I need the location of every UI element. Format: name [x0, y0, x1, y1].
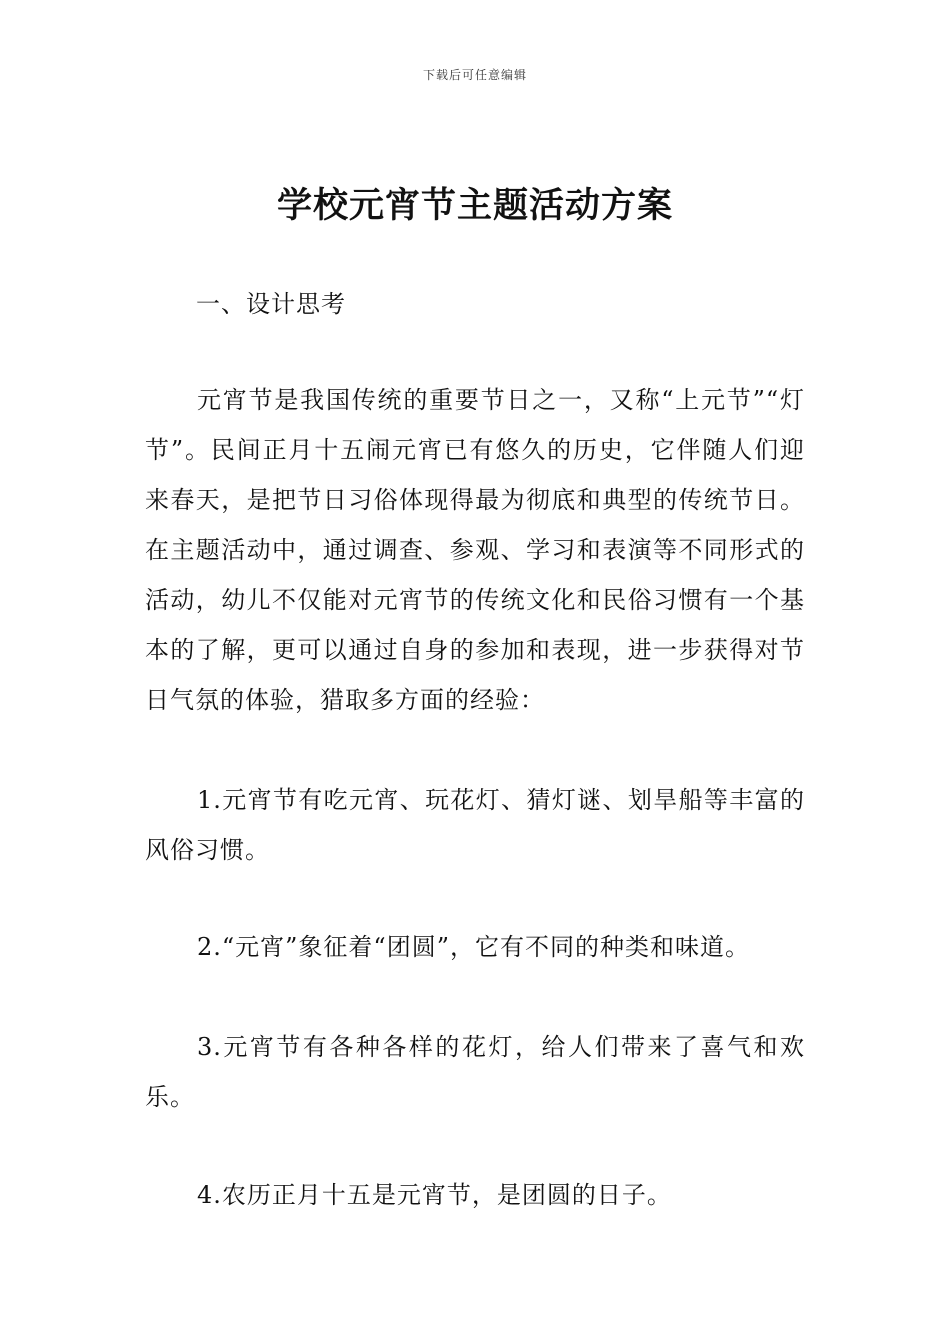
list-item: 3.元宵节有各种各样的花灯，给人们带来了喜气和欢乐。 [145, 1033, 805, 1111]
intro-paragraph: 元宵节是我国传统的重要节日之一，又称“上元节”“灯节”。民间正月十五闹元宵已有悠久的历史，它伴随人们迎来春天，是把节日习俗体现得最为彻底和典型的传统节日。在主题活动中，通过调查、参观、学习和表演等不同形式的活动，幼儿不仅能对元宵节的传统文化和民俗习惯有一个基本的了解，更可以通过自身的参加和表现，进一步获得对节日气氛的体验，猎取多方面的经验： [145, 386, 805, 714]
list-item: 2.“元宵”象征着“团圆”，它有不同的种类和味道。 [197, 933, 750, 961]
document-title: 学校元宵节主题活动方案 [276, 186, 673, 226]
header-note: 下载后可任意编辑 [422, 68, 527, 82]
list-item: 1.元宵节有吃元宵、玩花灯、猜灯谜、划旱船等丰富的风俗习惯。 [145, 786, 805, 864]
list-item: 4.农历正月十五是元宵节，是团圆的日子。 [197, 1181, 672, 1209]
section-heading: 一、设计思考 [196, 290, 346, 318]
